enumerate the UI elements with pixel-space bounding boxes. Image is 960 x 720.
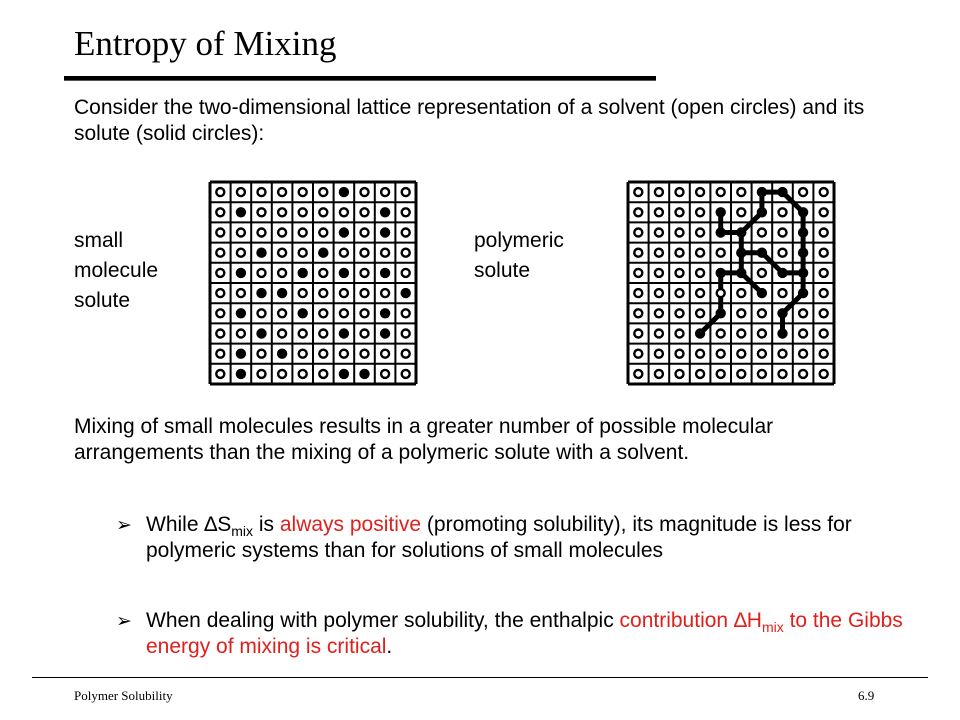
solvent-molecule (779, 229, 787, 237)
polymer-segment (736, 248, 746, 258)
solvent-molecule (237, 229, 245, 237)
polymer-segment (716, 268, 726, 278)
solvent-molecule (237, 249, 245, 257)
solvent-molecule (634, 208, 642, 216)
solvent-molecule (696, 269, 704, 277)
solvent-molecule (655, 188, 663, 196)
solvent-molecule (696, 370, 704, 378)
bullet-text (146, 608, 906, 660)
text-run: When dealing with polymer solubility, the enthalpic (146, 609, 620, 632)
polymer-segment (757, 248, 767, 258)
solvent-molecule (402, 269, 410, 277)
solvent-molecule (655, 309, 663, 317)
solute-molecule (380, 268, 390, 278)
solute-molecule (277, 288, 287, 298)
solvent-molecule (634, 330, 642, 338)
solvent-molecule (278, 188, 286, 196)
solvent-molecule (737, 309, 745, 317)
polymer-segment (798, 207, 808, 217)
solvent-molecule (737, 188, 745, 196)
solvent-molecule (237, 289, 245, 297)
solvent-molecule (216, 269, 224, 277)
solvent-molecule (634, 309, 642, 317)
solvent-molecule (381, 188, 389, 196)
solvent-molecule (820, 269, 828, 277)
solvent-molecule (402, 350, 410, 358)
solvent-molecule (381, 249, 389, 257)
text-run: While (146, 513, 205, 536)
solvent-molecule (319, 208, 327, 216)
solvent-molecule (319, 289, 327, 297)
solute-molecule (298, 308, 308, 318)
solute-molecule (401, 288, 411, 298)
solute-molecule (256, 248, 266, 258)
polymer-segment (798, 248, 808, 258)
solvent-molecule (402, 370, 410, 378)
solvent-molecule (655, 330, 663, 338)
intro-text: Consider the two-dimensional lattice representation of a solvent (open circles) and its solute (solid circles): (74, 96, 865, 145)
solvent-molecule (820, 370, 828, 378)
solvent-molecule (299, 208, 307, 216)
solvent-molecule (676, 309, 684, 317)
solvent-molecule (820, 229, 828, 237)
solvent-molecule (319, 350, 327, 358)
polymer-segment (716, 308, 726, 318)
solvent-molecule (655, 208, 663, 216)
solvent-molecule (299, 350, 307, 358)
solute-molecule (256, 288, 266, 298)
solvent-molecule (381, 370, 389, 378)
polymer-segment (757, 207, 767, 217)
solvent-molecule (696, 309, 704, 317)
solute-molecule (339, 328, 349, 338)
solvent-molecule (676, 350, 684, 358)
solvent-molecule (361, 249, 369, 257)
solvent-molecule (319, 330, 327, 338)
solvent-molecule (402, 229, 410, 237)
solvent-molecule (361, 208, 369, 216)
solvent-molecule (319, 269, 327, 277)
solvent-molecule (381, 350, 389, 358)
polymer-segment (736, 227, 746, 237)
solvent-molecule (216, 289, 224, 297)
solvent-molecule (278, 269, 286, 277)
polymer-segment (716, 227, 726, 237)
polymer-segment (798, 227, 808, 237)
delta-s-symbol: ∆S (204, 513, 232, 536)
solvent-molecule (634, 229, 642, 237)
solute-molecule (277, 349, 287, 359)
solvent-molecule (258, 269, 266, 277)
polymer-lattice (626, 180, 838, 388)
label-line: molecule (74, 259, 159, 282)
solvent-molecule (361, 229, 369, 237)
solute-molecule (236, 349, 246, 359)
label-line: solute (474, 259, 531, 282)
mixing-paragraph: Mixing of small molecules results in a greater number of possible molecular arrangements than the mixing of a polymeric solute with a solvent. (74, 415, 774, 464)
polymer-segment (777, 308, 787, 318)
solvent-molecule (402, 309, 410, 317)
solvent-molecule (717, 330, 725, 338)
solvent-molecule (258, 309, 266, 317)
solvent-molecule (340, 309, 348, 317)
solvent-molecule (717, 289, 725, 297)
solvent-molecule (758, 309, 766, 317)
solvent-molecule (361, 289, 369, 297)
solvent-molecule (696, 350, 704, 358)
solute-molecule (380, 207, 390, 217)
solvent-molecule (676, 249, 684, 257)
title-underline (64, 76, 656, 81)
solvent-molecule (319, 309, 327, 317)
solvent-molecule (402, 208, 410, 216)
solvent-molecule (278, 229, 286, 237)
solvent-molecule (676, 330, 684, 338)
solvent-molecule (696, 249, 704, 257)
solvent-molecule (696, 188, 704, 196)
solvent-molecule (216, 330, 224, 338)
highlight-text: contribution (619, 609, 734, 632)
solvent-molecule (655, 229, 663, 237)
solvent-molecule (758, 370, 766, 378)
solvent-molecule (216, 208, 224, 216)
highlight-text: to the Gibbs energy of mixing is critical (146, 609, 903, 658)
highlight-text: always positive (279, 513, 422, 536)
solvent-molecule (799, 370, 807, 378)
label-line: polymeric (474, 229, 564, 252)
solvent-molecule (361, 188, 369, 196)
solvent-molecule (820, 249, 828, 257)
solute-molecule (359, 369, 369, 379)
solvent-molecule (299, 330, 307, 338)
solvent-molecule (758, 229, 766, 237)
solvent-molecule (216, 249, 224, 257)
solute-molecule (339, 227, 349, 237)
solvent-molecule (299, 370, 307, 378)
solvent-molecule (340, 208, 348, 216)
solvent-molecule (676, 289, 684, 297)
footer-course: Polymer Solubility (74, 688, 173, 703)
text-run: . (386, 635, 393, 658)
page-title: Entropy of Mixing (74, 24, 337, 63)
solvent-molecule (655, 370, 663, 378)
solvent-molecule (634, 350, 642, 358)
solvent-molecule (779, 350, 787, 358)
polymer-segment (777, 187, 787, 197)
solvent-molecule (779, 208, 787, 216)
solvent-molecule (319, 188, 327, 196)
solute-molecule (298, 268, 308, 278)
solvent-molecule (676, 370, 684, 378)
subscript: mix (761, 619, 784, 636)
solute-molecule (339, 187, 349, 197)
polymer-segment (757, 187, 767, 197)
solvent-molecule (758, 350, 766, 358)
text-run: (promoting solubility), its magnitude is less for polymeric systems than for solutions of small molecules (146, 513, 852, 562)
solvent-molecule (634, 249, 642, 257)
solvent-molecule (676, 269, 684, 277)
polymer-segment (777, 268, 787, 278)
solvent-molecule (319, 229, 327, 237)
solvent-molecule (717, 249, 725, 257)
solvent-molecule (402, 249, 410, 257)
solvent-molecule (278, 208, 286, 216)
solvent-molecule (278, 370, 286, 378)
solvent-molecule (676, 208, 684, 216)
solvent-molecule (779, 249, 787, 257)
solvent-molecule (299, 289, 307, 297)
solvent-molecule (717, 188, 725, 196)
solvent-molecule (717, 370, 725, 378)
solvent-molecule (737, 350, 745, 358)
solvent-molecule (634, 188, 642, 196)
solvent-molecule (278, 309, 286, 317)
polymer-segment (777, 328, 787, 338)
solvent-molecule (299, 188, 307, 196)
delta-h-symbol: ∆H (733, 609, 762, 632)
solvent-molecule (216, 229, 224, 237)
arrow-bullet-icon: ➢ (116, 610, 132, 632)
page-number: 6.9 (858, 688, 875, 703)
small-molecule-label (74, 226, 158, 316)
solvent-molecule (737, 330, 745, 338)
solute-molecule (236, 207, 246, 217)
solvent-molecule (696, 208, 704, 216)
solute-molecule (339, 268, 349, 278)
solvent-molecule (655, 350, 663, 358)
solvent-molecule (258, 370, 266, 378)
solvent-molecule (402, 330, 410, 338)
solvent-molecule (799, 188, 807, 196)
solvent-molecule (381, 289, 389, 297)
polymer-segment (736, 268, 746, 278)
solvent-molecule (676, 188, 684, 196)
solvent-molecule (237, 330, 245, 338)
solvent-molecule (340, 289, 348, 297)
solvent-molecule (717, 350, 725, 358)
small-molecule-lattice (208, 180, 420, 388)
solvent-molecule (737, 289, 745, 297)
solvent-molecule (737, 208, 745, 216)
solvent-molecule (820, 309, 828, 317)
bullet-text (146, 512, 906, 564)
solvent-molecule (237, 188, 245, 196)
solvent-molecule (361, 330, 369, 338)
solvent-molecule (258, 229, 266, 237)
solvent-molecule (361, 269, 369, 277)
solute-molecule (318, 248, 328, 258)
arrow-bullet-icon: ➢ (116, 514, 132, 536)
solvent-molecule (216, 370, 224, 378)
solvent-molecule (634, 269, 642, 277)
solute-molecule (339, 369, 349, 379)
solvent-molecule (820, 350, 828, 358)
solvent-molecule (655, 289, 663, 297)
solvent-molecule (340, 350, 348, 358)
solvent-molecule (216, 309, 224, 317)
solvent-molecule (779, 370, 787, 378)
label-line: small (74, 229, 124, 252)
solute-molecule (236, 369, 246, 379)
footer-divider (32, 677, 928, 678)
solvent-molecule (799, 309, 807, 317)
solvent-molecule (216, 350, 224, 358)
solvent-molecule (820, 208, 828, 216)
solute-molecule (380, 227, 390, 237)
solvent-molecule (779, 289, 787, 297)
solvent-molecule (696, 229, 704, 237)
solvent-molecule (634, 370, 642, 378)
solvent-molecule (737, 370, 745, 378)
solute-molecule (256, 328, 266, 338)
solvent-molecule (278, 330, 286, 338)
polymer-segment (716, 207, 726, 217)
solvent-molecule (676, 229, 684, 237)
solute-molecule (380, 328, 390, 338)
subscript: mix (231, 523, 253, 540)
solvent-molecule (634, 289, 642, 297)
solvent-molecule (820, 289, 828, 297)
solvent-molecule (696, 289, 704, 297)
solvent-molecule (820, 188, 828, 196)
polymeric-solute-label (474, 226, 564, 286)
solvent-molecule (299, 249, 307, 257)
solvent-molecule (655, 249, 663, 257)
solvent-molecule (278, 249, 286, 257)
polymer-segment (757, 288, 767, 298)
solvent-molecule (216, 188, 224, 196)
label-line: solute (74, 289, 131, 312)
polymer-segment (695, 328, 705, 338)
solvent-molecule (655, 269, 663, 277)
solute-molecule (380, 308, 390, 318)
text-run: is (253, 513, 280, 536)
solvent-molecule (361, 350, 369, 358)
solvent-molecule (258, 208, 266, 216)
solvent-molecule (258, 350, 266, 358)
solute-molecule (236, 268, 246, 278)
polymer-segment (798, 268, 808, 278)
solvent-molecule (361, 309, 369, 317)
solvent-molecule (758, 330, 766, 338)
solvent-molecule (258, 188, 266, 196)
solvent-molecule (402, 188, 410, 196)
solvent-molecule (758, 269, 766, 277)
solvent-molecule (820, 330, 828, 338)
solvent-molecule (799, 330, 807, 338)
solvent-molecule (340, 249, 348, 257)
solvent-molecule (319, 370, 327, 378)
solute-molecule (236, 308, 246, 318)
polymer-segment (798, 288, 808, 298)
solvent-molecule (799, 350, 807, 358)
solvent-molecule (299, 229, 307, 237)
